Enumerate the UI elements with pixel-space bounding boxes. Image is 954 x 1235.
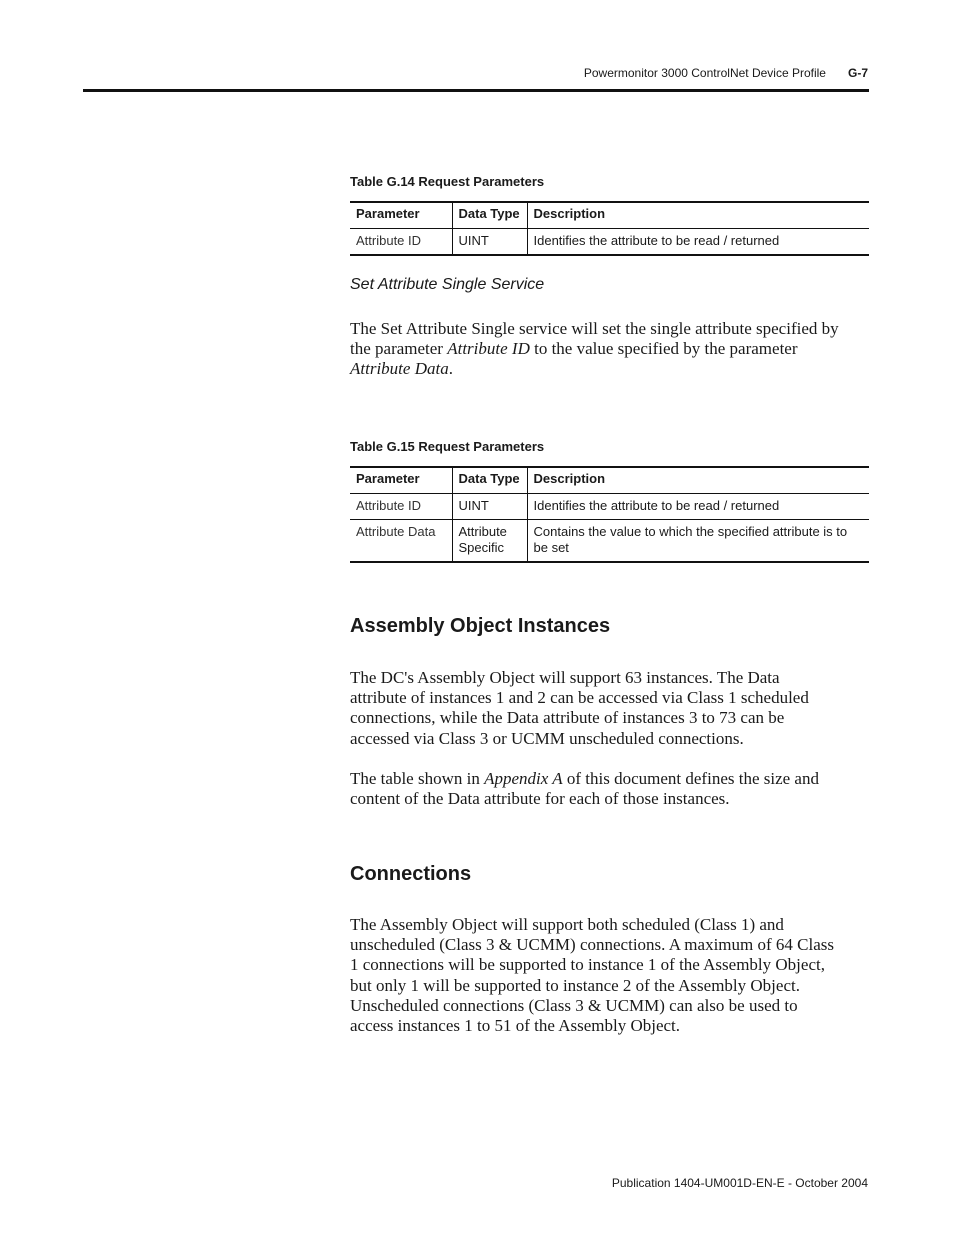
text-run: to the value specified by the parameter [529,339,798,359]
page-number: G-7 [847,66,868,80]
column-header-parameter: Parameter [356,206,420,221]
column-header-description: Description [527,202,869,229]
table-header-row [350,467,869,494]
text-line: The Set Attribute Single service will set the single attribute specified by [350,319,839,338]
cell-parameter: Attribute ID [356,233,422,248]
text-line: attribute of instances 1 and 2 can be accessed via Class 1 scheduled [350,688,809,708]
connections-heading: Connections [350,863,472,885]
cell-description: Contains the value to which the specified attribute is to be set [527,520,869,563]
column-header-data-type: Data Type [452,202,527,229]
cell-parameter: Attribute ID [356,498,422,513]
set-attribute-paragraph [350,319,871,380]
table-g15-caption: Table G.15 Request Parameters [350,439,545,454]
text-line: The DC's Assembly Object will support 63 instances. The Data [350,668,780,687]
table-row [350,229,869,256]
text-line: The Assembly Object will support both scheduled (Class 1) and [350,915,784,934]
emphasis-appendix-a: Appendix A [484,769,563,788]
assembly-paragraph-2 [350,769,871,809]
text-line [350,769,871,789]
text-line: unscheduled (Class 3 & UCMM) connections. A maximum of 64 Class [350,935,834,955]
table-g14 [350,201,869,256]
header-rule [83,89,869,92]
table-g15 [350,466,869,563]
text-run: the parameter [350,339,448,359]
set-attribute-subheading: Set Attribute Single Service [350,276,545,293]
text-line: access instances 1 to 51 of the Assembly Object. [350,1016,681,1036]
cell-parameter: Attribute Data [356,524,436,539]
emphasis-attribute-data: Attribute Data [350,359,449,379]
cell-data-type: UINT [452,494,527,520]
text-run: . [448,359,453,379]
publication-footer: Publication 1404-UM001D-EN-E - October 2004 [611,1176,868,1190]
column-header-parameter: Parameter [356,471,420,486]
text-line: 1 connections will be supported to instance 1 of the Assembly Object, [350,955,825,975]
table-row [350,494,869,520]
emphasis-attribute-id: Attribute ID [447,339,530,359]
text-line: accessed via Class 3 or UCMM unscheduled connections. [350,728,744,748]
text-run: The table shown in [350,769,485,788]
text-line: Unscheduled connections (Class 3 & UCMM) can also be used to [350,995,798,1015]
cell-data-type: UINT [452,229,527,256]
cell-data-type: Attribute Specific [452,520,527,563]
table-g14-caption: Table G.14 Request Parameters [350,174,545,189]
page-header [584,66,868,80]
text-line: but only 1 will be supported to instance 2 of the Assembly Object. [350,975,800,995]
text-line: content of the Data attribute for each of those instances. [350,789,730,809]
cell-description: Identifies the attribute to be read / returned [527,494,869,520]
header-title: Powermonitor 3000 ControlNet Device Profile [583,66,826,80]
text-run: of this document defines the size and [562,769,819,788]
column-header-data-type: Data Type [452,467,527,494]
text-line [350,359,871,379]
table-header-row [350,202,869,229]
table-row [350,520,869,563]
connections-paragraph [350,915,871,1036]
cell-description: Identifies the attribute to be read / returned [527,229,869,256]
text-line: connections, while the Data attribute of instances 3 to 73 can be [350,708,785,728]
assembly-paragraph-1 [350,668,871,749]
assembly-heading: Assembly Object Instances [350,615,611,637]
text-line [350,339,871,359]
column-header-description: Description [527,467,869,494]
